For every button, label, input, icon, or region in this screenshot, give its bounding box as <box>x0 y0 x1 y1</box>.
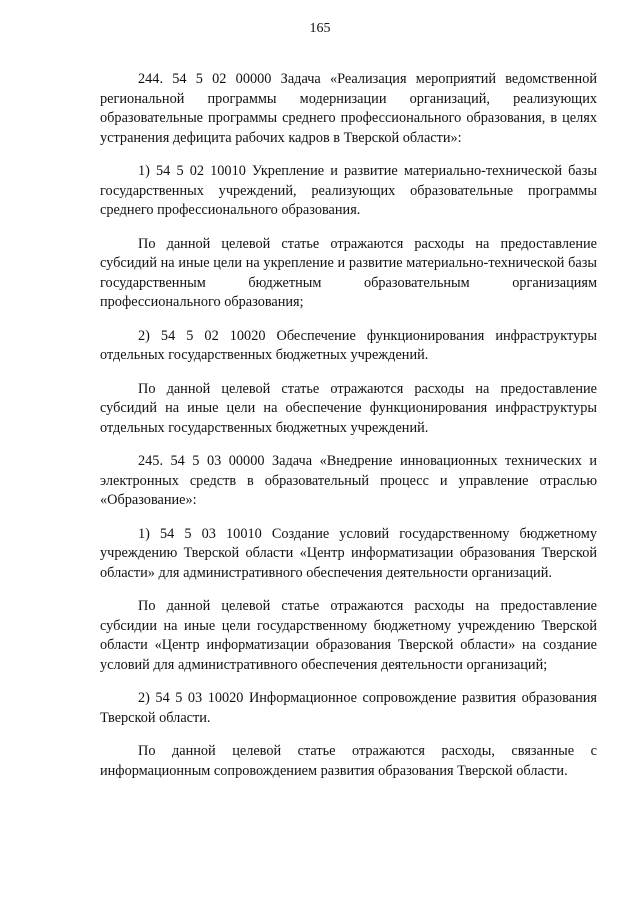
task-244-heading: 244. 54 5 02 00000 Задача «Реализация мероприятий ведомственной региональной программы модернизации организаций, реализующих образовательные программы среднего профессионального образования, в целях устранения дефицита рабочих кадров в Тверской области»: <box>100 71 597 146</box>
item-54-5-02-10010-description: По данной целевой статье отражаются расходы на предоставление субсидий на иные цели на укрепление и развитие материально-технической базы государственным бюджетным образовательным организациям профессионального образования; <box>100 235 597 310</box>
item-54-5-02-10020: 2) 54 5 02 10020 Обеспечение функционирования инфраструктуры отдельных государственных бюджетных учреждений. <box>100 327 597 363</box>
document-body <box>100 70 597 781</box>
task-245-heading: 245. 54 5 03 00000 Задача «Внедрение инновационных технических и электронных средств в образовательный процесс и управление отраслью «Образование»: <box>100 453 597 508</box>
item-54-5-03-10010-description: По данной целевой статье отражаются расходы на предоставление субсидии на иные цели государственному бюджетному учреждению Тверской области «Центр информатизации образования Тверской области» на создание условий для административного обеспечения деятельности организаций; <box>100 598 597 673</box>
item-54-5-03-10010: 1) 54 5 03 10010 Создание условий государственному бюджетному учреждению Тверской области «Центр информатизации образования Тверской области» для административного обеспечения деятельности организаций. <box>100 525 597 581</box>
item-54-5-02-10010: 1) 54 5 02 10010 Укрепление и развитие материально-технической базы государственных учреждений, реализующих образовательные программы среднего профессионального образования. <box>100 163 597 218</box>
item-54-5-03-10020: 2) 54 5 03 10020 Информационное сопровождение развития образования Тверской области. <box>100 690 597 726</box>
item-54-5-02-10020-description: По данной целевой статье отражаются расходы на предоставление субсидий на иные цели на обеспечение функционирования инфраструктуры отдельных государственных бюджетных учреждений. <box>100 380 597 436</box>
item-54-5-03-10020-description: По данной целевой статье отражаются расходы, связанные с информационным сопровождением развития образования Тверской области. <box>100 743 597 779</box>
page-number: 165 <box>309 21 331 36</box>
